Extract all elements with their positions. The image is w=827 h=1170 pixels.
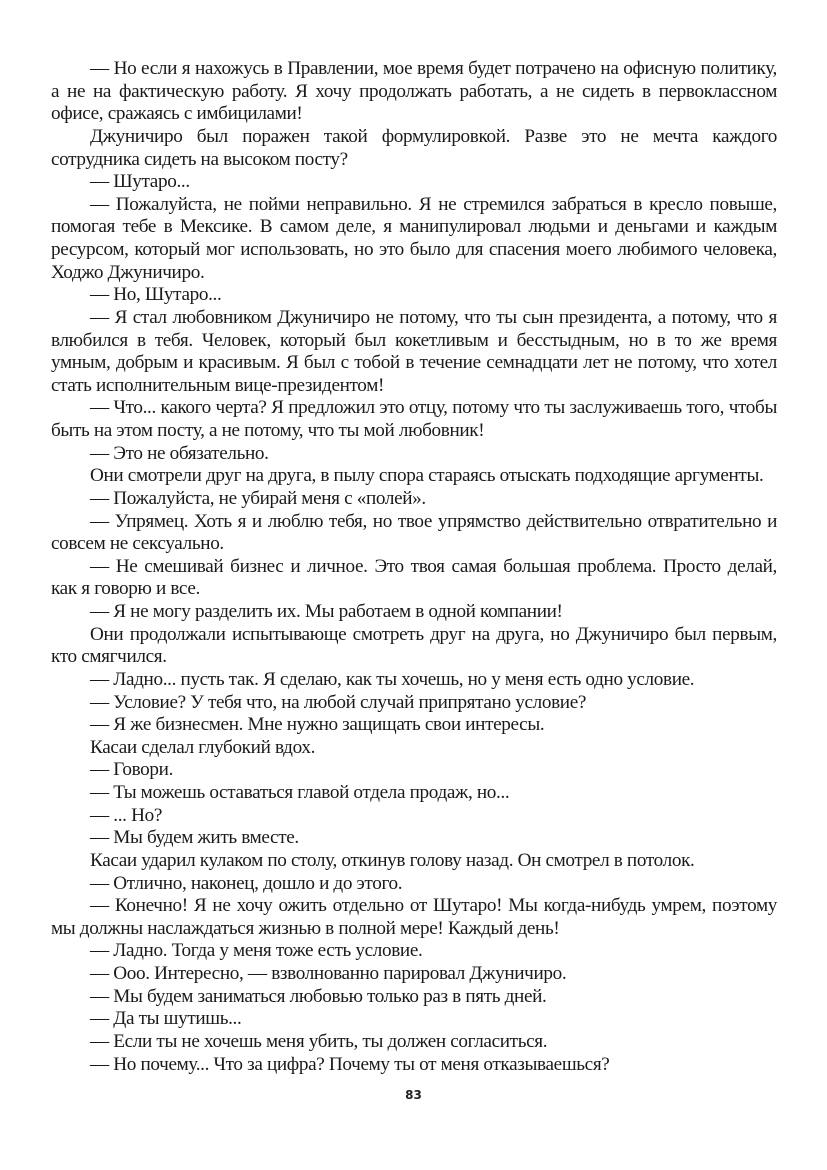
paragraph: — Это не обязательно.	[90, 442, 269, 464]
paragraph: — Я стал любовником Джуничиро не потому, что ты сын президента, а потому, что я влюбился в тебя. Человек, который был кокетливым и бесстыдным, но в то же время умным, добрым и красивым. Я был с тобой в течение семнадцати лет не потому, что хотел стать исполнительным вице-президентом!	[51, 306, 777, 396]
paragraph: — Отлично, наконец, дошло и до этого.	[90, 872, 403, 894]
paragraph: Они смотрели друг на друга, в пылу спора стараясь отыскать подходящие аргументы.	[90, 465, 764, 487]
paragraph: — Я же бизнесмен. Мне нужно защищать свои интересы.	[90, 714, 545, 736]
paragraph: — Условие? У тебя что, на любой случай припрятано условие?	[90, 691, 587, 713]
paragraph: Они продолжали испытывающе смотреть друг на друга, но Джуничиро был первым, кто смягчился.	[51, 623, 777, 668]
paragraph: — Пожалуйста, не убирай меня с «полей».	[90, 487, 426, 509]
page-number: 83	[405, 1088, 422, 1102]
paragraph: — Упрямец. Хоть я и люблю тебя, но твое упрямство действительно отвратительно и совсем не сексуально.	[51, 510, 777, 555]
paragraph: — Ты можешь оставаться главой отдела продаж, но...	[90, 782, 510, 803]
paragraph: — Мы будем заниматься любовью только раз в пять дней.	[90, 985, 547, 1007]
paragraph: — Я не могу разделить их. Мы работаем в одной компании!	[90, 601, 563, 622]
paragraph: — Да ты шутишь...	[90, 1008, 242, 1030]
paragraph: — Мы будем жить вместе.	[90, 827, 299, 849]
paragraph: — Говори.	[90, 759, 174, 781]
paragraph: Касаи сделал глубокий вдох.	[90, 736, 316, 758]
paragraph: — Конечно! Я не хочу ожить отдельно от Шутаро! Мы когда-нибудь умрем, поэтому мы должны наслаждаться жизнью в полной мере! Каждый день!	[51, 895, 777, 939]
paragraph: — ... Но?	[90, 804, 162, 826]
paragraph: — Ладно... пусть так. Я сделаю, как ты хочешь, но у меня есть одно условие.	[90, 668, 695, 690]
paragraph: — Ооо. Интересно, — взволнованно парировал Джуничиро.	[90, 963, 567, 984]
paragraph: — Но, Шутаро...	[90, 284, 222, 306]
book-page-body	[51, 58, 777, 1076]
paragraph: — Но если я нахожусь в Правлении, мое время будет потрачено на офисную политику, а не на фактическую работу. Я хочу продолжать работать, а не сидеть в первоклассном офисе, сражаясь с имбицилами!	[51, 58, 777, 125]
paragraph: — Но почему... Что за цифра? Почему ты от меня отказываешься?	[90, 1053, 610, 1075]
paragraph: Джуничиро был поражен такой формулировкой. Разве это не мечта каждого сотрудника сидеть на высоком посту?	[51, 125, 777, 170]
paragraph: Касаи ударил кулаком по столу, откинув голову назад. Он смотрел в потолок.	[90, 849, 695, 871]
paragraph: — Что... какого черта? Я предложил это отцу, потому что ты заслуживаешь того, чтобы быть на этом посту, а не потому, что ты мой любовник!	[51, 397, 777, 441]
paragraph: — Не смешивай бизнес и личное. Это твоя самая большая проблема. Просто делай, как я говорю и все.	[51, 555, 777, 600]
paragraph: — Если ты не хочешь меня убить, ты должен согласиться.	[90, 1030, 548, 1052]
paragraph: — Шутаро...	[90, 171, 190, 193]
paragraph: — Пожалуйста, не пойми неправильно. Я не стремился забраться в кресло повыше, помогая тебе в Мексике. В самом деле, я манипулировал людьми и деньгами и каждым ресурсом, который мог использовать, но это было для спасения моего любимого человека, Ходжо Джуничиро.	[51, 193, 777, 283]
paragraph: — Ладно. Тогда у меня тоже есть условие.	[90, 940, 423, 962]
